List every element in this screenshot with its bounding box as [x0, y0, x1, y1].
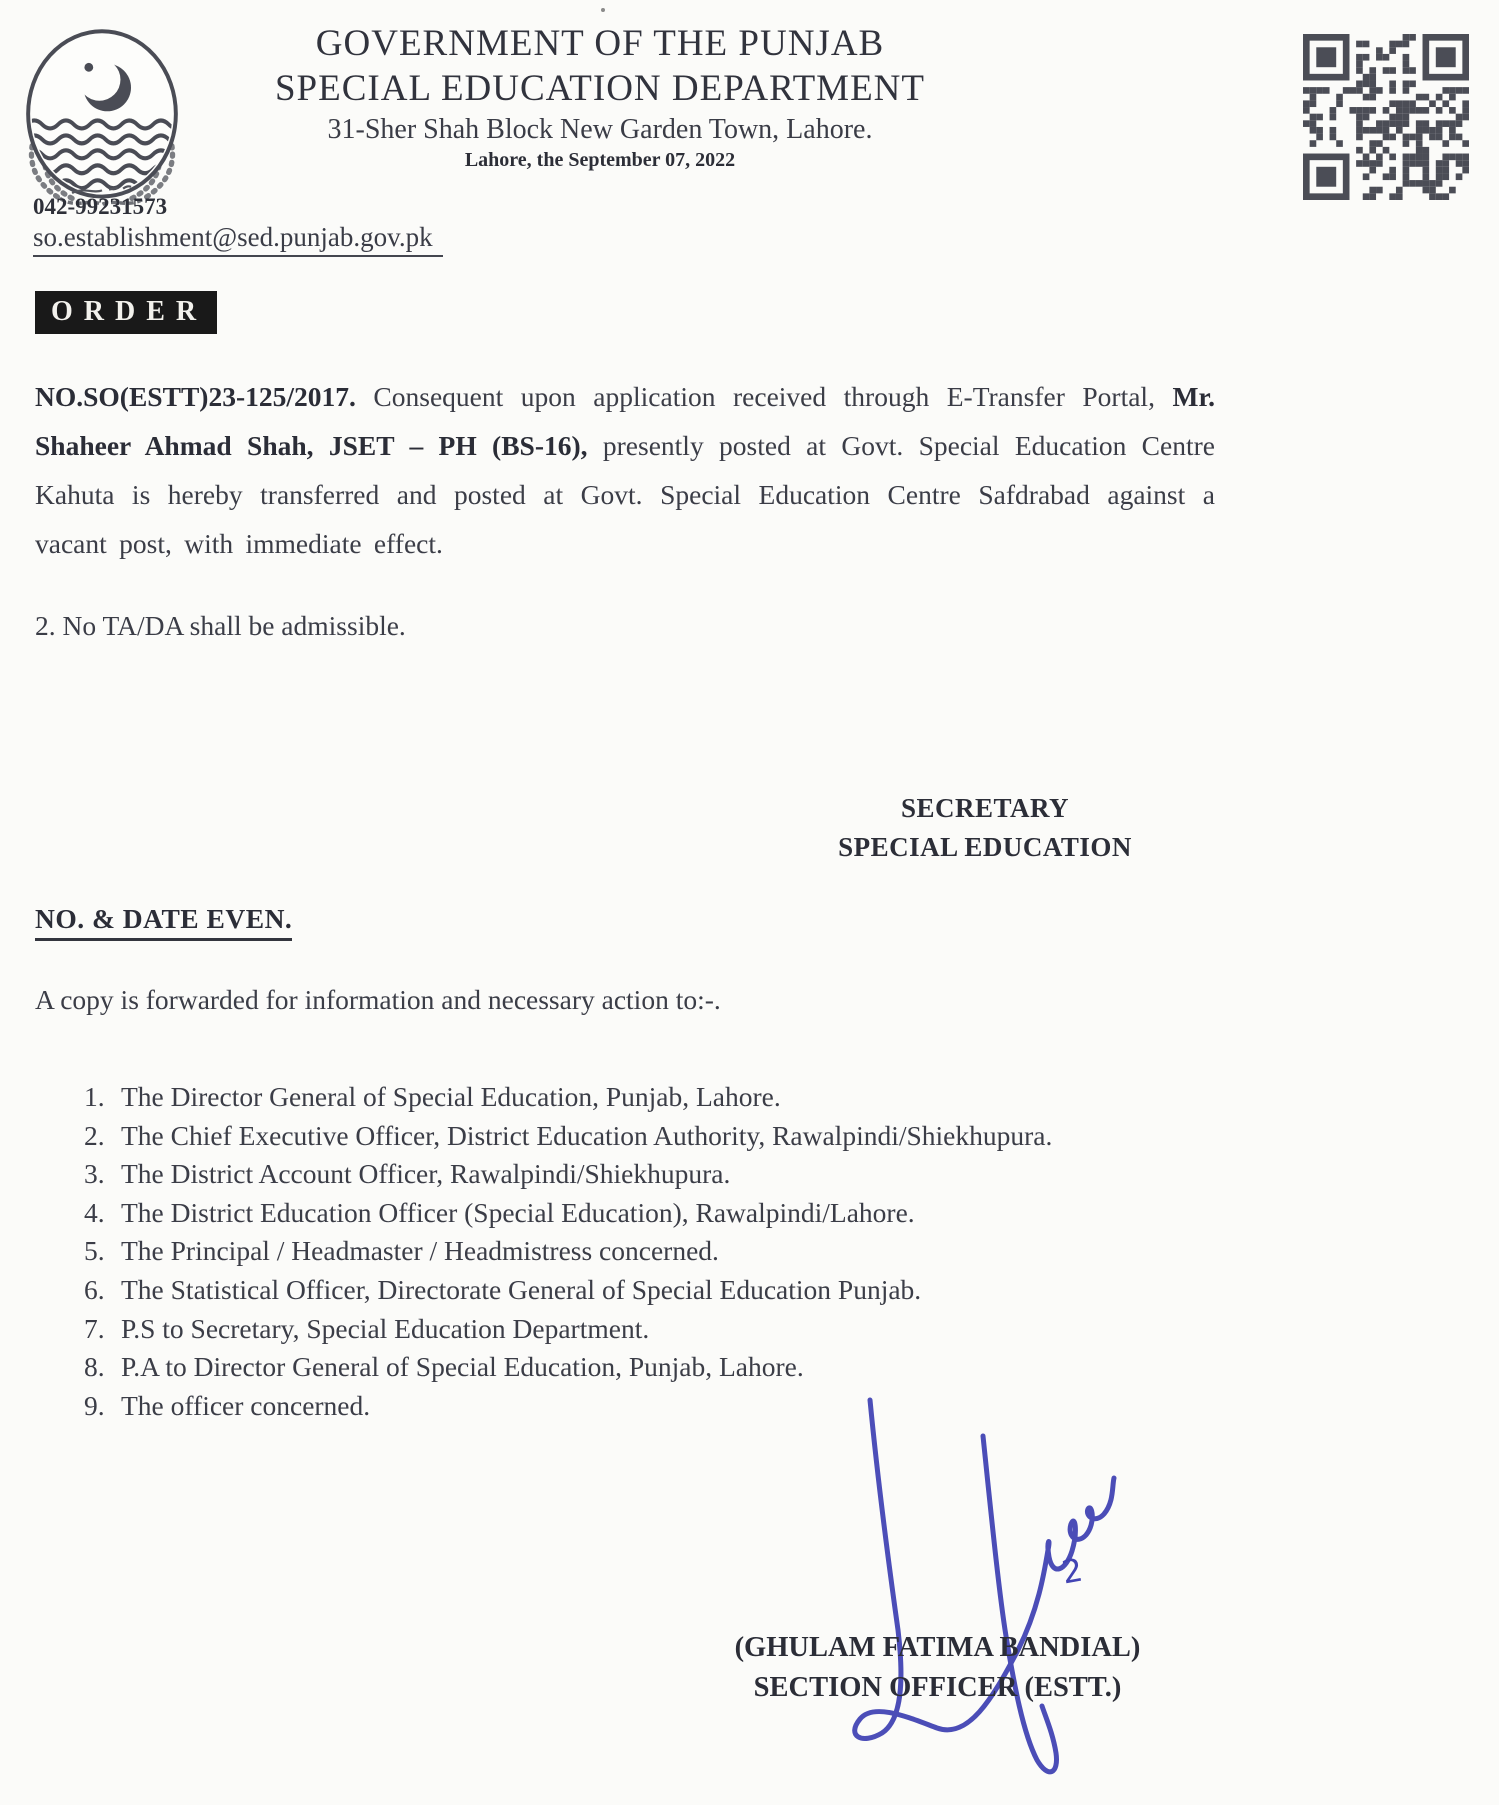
list-item-number: 4.: [84, 1196, 105, 1228]
list-item-text: P.A to Director General of Special Education, Punjab, Lahore.: [121, 1351, 804, 1383]
list-item: [84, 1194, 1204, 1233]
signatory-title-line2: SPECIAL EDUCATION: [838, 832, 1132, 862]
org-name-line1: GOVERNMENT OF THE PUNJAB: [315, 23, 885, 64]
list-item-number: 9.: [84, 1389, 105, 1421]
signature-ink: [840, 1388, 1140, 1793]
list-item-text: P.S to Secretary, Special Education Department.: [121, 1312, 650, 1344]
signatory-title-line1: SECRETARY: [900, 793, 1070, 823]
org-name-line2: SPECIAL EDUCATION DEPARTMENT: [274, 68, 925, 110]
list-item: [84, 1232, 1204, 1271]
signature-block: [700, 1628, 1175, 1708]
list-item-text: The District Education Officer (Special Education), Rawalpindi/Lahore.: [121, 1196, 915, 1228]
list-item-text: The Director General of Special Education, Punjab, Lahore.: [121, 1081, 781, 1112]
list-item-number: 2.: [84, 1119, 105, 1151]
qr-code-graphic: [1303, 34, 1469, 200]
list-item-text: The Chief Executive Officer, District Education Authority, Rawalpindi/Shiekhupura.: [121, 1119, 1053, 1151]
list-item-number: 5.: [84, 1235, 105, 1267]
emblem-graphic: [14, 26, 190, 208]
list-item-text: The Statistical Officer, Directorate General of Special Education Punjab.: [121, 1273, 922, 1305]
letter-date: Lahore, the September 07, 2022: [464, 149, 736, 172]
punjab-government-emblem-logo: [14, 26, 190, 208]
ta-da-clause: 2. No TA/DA shall be admissible.: [35, 610, 406, 641]
handwritten-signature: [840, 1388, 1140, 1793]
order-reference-number: NO.SO(ESTT)23-125/2017.: [35, 381, 356, 412]
distribution-list: [84, 1078, 1204, 1425]
signatory-designation: SECTION OFFICER (ESTT.): [753, 1672, 1122, 1703]
signature-flourish: 2: [1058, 1550, 1086, 1592]
list-item-number: 1.: [84, 1081, 105, 1112]
list-item: [84, 1078, 1204, 1117]
email-address: so.establishment@sed.punjab.gov.pk: [33, 222, 443, 257]
list-item-text: The officer concerned.: [121, 1389, 371, 1421]
org-address: 31-Sher Shah Block New Garden Town, Lahore.: [327, 114, 873, 146]
order-text-2: presently posted at Govt. Special Education Centre Kahuta is hereby transferred and posted at Govt. Special Education Centre Safdrabad against a vacant post, with immediate effect.: [35, 430, 1215, 559]
signatory-name: (GHULAM FATIMA BANDIAL): [734, 1632, 1141, 1663]
copy-forwarded-line: A copy is forwarded for information and necessary action to:-.: [35, 984, 721, 1015]
list-item-number: 6.: [84, 1273, 105, 1305]
list-item: [84, 1155, 1204, 1194]
order-text-1: Consequent upon application received through E-Transfer Portal,: [355, 381, 1173, 412]
letterhead: [250, 24, 950, 171]
order-paragraph: [35, 372, 1215, 568]
list-item-text: The Principal / Headmaster / Headmistress concerned.: [121, 1235, 719, 1267]
list-item: [84, 1271, 1204, 1310]
signatory-authority: [735, 789, 1235, 867]
list-item: [84, 1117, 1204, 1156]
qr-code: [1303, 34, 1469, 200]
list-item-number: 3.: [84, 1158, 105, 1190]
order-subject-officer: Mr. Shaheer Ahmad Shah, JSET – PH (BS-16),: [35, 381, 1215, 461]
order-heading: ORDER: [35, 291, 217, 334]
list-item: [84, 1387, 1204, 1426]
list-item-text: The District Account Officer, Rawalpindi/Shiekhupura.: [121, 1158, 731, 1190]
no-and-date-heading: NO. & DATE EVEN.: [35, 903, 292, 941]
list-item-number: 7.: [84, 1312, 105, 1344]
scan-speck: [601, 8, 605, 12]
list-item: [84, 1348, 1204, 1387]
phone-number: 042-99231573: [33, 194, 168, 219]
list-item-number: 8.: [84, 1351, 105, 1383]
list-item: [84, 1310, 1204, 1349]
